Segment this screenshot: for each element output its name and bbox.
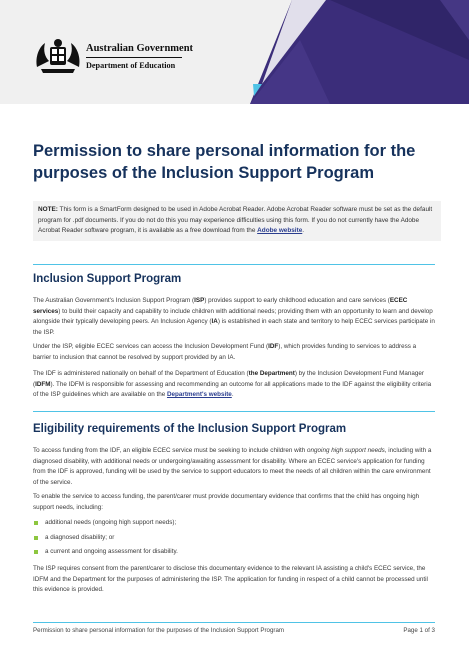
footer-title: Permission to share personal information for the purposes of the Inclusion Support Program	[33, 627, 285, 634]
text: , including with a diagnosed disability, with additional needs or undergoing/awaiting assessment for disability. Where an ECEC service's application for funding from the IDF is approved, funding will be used by the service to support educators to meet the needs of all children within the care environment of the service.	[33, 447, 432, 486]
government-name: Australian Government	[86, 43, 194, 54]
section-rule	[33, 411, 435, 412]
text: ) provides support to early childhood education and care services (	[204, 297, 390, 304]
isp-paragraph-1	[33, 296, 436, 338]
isp-paragraph-3	[33, 369, 436, 401]
term-idf: IDF	[268, 343, 279, 350]
text: ), which provides funding to services to address a barrier to inclusion that cannot be resolved by support provided by an IA.	[33, 343, 417, 361]
bullet-icon	[34, 550, 38, 554]
term-ecec: ECEC services	[33, 297, 408, 315]
smartform-note	[33, 201, 441, 241]
text: To access funding from the IDF, an eligible ECEC service must be seeking to include children with	[33, 447, 308, 454]
page-title: Permission to share personal information for the purposes of the Inclusion Support Program	[33, 142, 416, 182]
coat-of-arms-icon	[33, 37, 83, 75]
note-label: NOTE:	[38, 206, 58, 213]
list-item-text: a diagnosed disability; or	[45, 533, 115, 541]
text: ). The IDFM is responsible for assessing and recommending an outcome for all applications made to the IDF against the eligibility criteria of the ISP guidelines which are available on the	[33, 380, 432, 399]
page-number: Page 1 of 3	[403, 627, 435, 634]
logo-divider	[86, 57, 182, 58]
list-item	[33, 531, 433, 546]
department-website-link[interactable]: Department's website	[166, 391, 232, 399]
term-department: the Department	[248, 370, 295, 377]
text: ) to build their capacity and capability to include children with additional needs; providing them with an opportunity to learn and develop alongside their typically developing peers. An Inclusion Agency (	[33, 307, 433, 326]
footer-rule	[33, 622, 435, 623]
department-name: Department of Education	[86, 61, 176, 70]
term-isp: ISP	[194, 297, 205, 304]
list-item	[33, 545, 433, 560]
text: The IDF is administered nationally on behalf of the Department of Education (	[33, 370, 249, 377]
list-item-text: a current and ongoing assessment for disability.	[45, 548, 178, 555]
evidence-list	[33, 516, 433, 560]
bullet-icon	[34, 536, 38, 540]
eligibility-paragraph-1	[33, 446, 436, 488]
adobe-website-link[interactable]: Adobe website	[257, 227, 303, 234]
note-end: .	[302, 227, 305, 234]
emphasis: ongoing high support needs	[307, 447, 385, 454]
section-heading-eligibility: Eligibility requirements of the Inclusion Support Program	[33, 423, 347, 435]
isp-paragraph-2	[33, 342, 436, 363]
list-item	[33, 516, 433, 531]
text: .	[231, 391, 234, 399]
text: ) is established in each state and territory to help ECEC services participate in the ISP.	[33, 318, 435, 336]
text: Under the ISP, eligible ECEC services can access the Inclusion Development Fund (	[33, 343, 269, 350]
text: ) by the Inclusion Development Fund Manager (	[33, 370, 424, 388]
text: The Australian Government's Inclusion Support Program (	[33, 297, 195, 304]
term-idfm: IDFM	[35, 380, 51, 388]
eligibility-paragraph-3: The ISP requires consent from the parent/carer to disclose this documentary evidence to the relevant IA assisting a child's ECEC service, the IDFM and the Department for the purposes of administering the ISP. The application for funding in respect of a child cannot be processed until this evidence is provided.	[33, 565, 428, 594]
bullet-icon	[34, 521, 38, 525]
government-logo	[33, 37, 194, 77]
eligibility-paragraph-2: To enable the service to access funding, the parent/carer must provide documentary evidence that confirms that the child has ongoing high support needs, including:	[33, 493, 420, 511]
note-text: This form is a SmartForm designed to be used in Adobe Acrobat Reader. Adobe Acrobat Reader software must be set as the default program for .pdf documents. If you do not do this you may experience difficulties using this form. If you do not currently have the Adobe Acrobat Reader software program, it is available as a free download from the	[38, 206, 433, 234]
section-heading-isp: Inclusion Support Program	[33, 273, 182, 285]
section-rule	[33, 264, 435, 265]
term-ia: IA	[211, 318, 218, 326]
list-item-text: additional needs (ongoing high support needs);	[45, 519, 177, 526]
header-band	[0, 0, 469, 104]
